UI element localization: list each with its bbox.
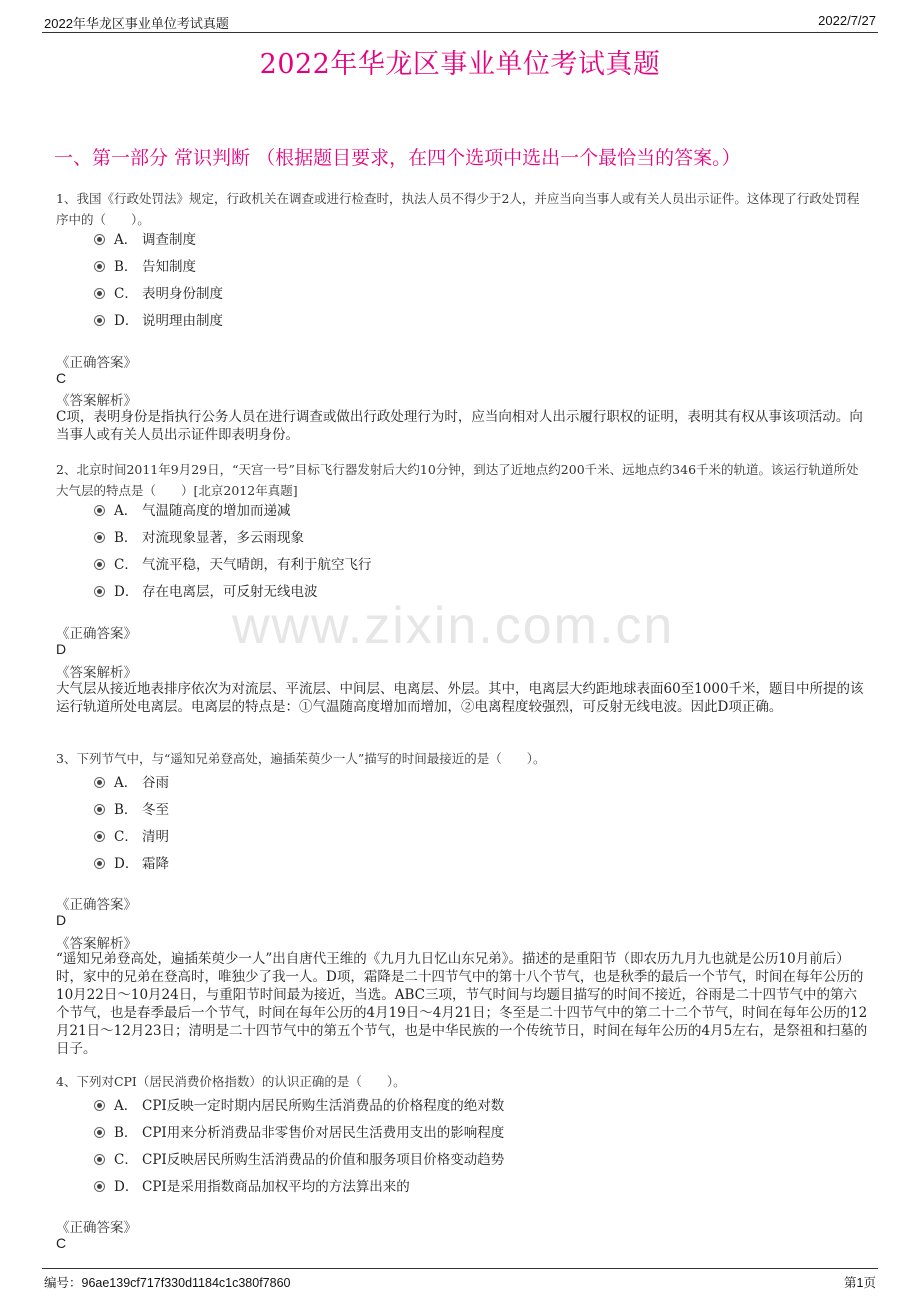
radio-icon[interactable]: [94, 858, 105, 869]
radio-icon[interactable]: [94, 234, 105, 245]
running-footer: [42, 1268, 878, 1291]
radio-icon[interactable]: [94, 261, 105, 272]
explanation-label: 《答案解析》: [56, 665, 137, 681]
radio-icon[interactable]: [94, 777, 105, 788]
answer-label: 《正确答案》: [56, 355, 137, 371]
page-title: 2022年华龙区事业单位考试真题: [259, 49, 661, 80]
answer-label: 《正确答案》: [56, 1220, 137, 1236]
question-2-explanation: 大气层从接近地表排序依次为对流层、平流层、中间层、电离层、外层。其中，电离层大约距地球表面60至1000千米，题目中所提的该运行轨道所处电离层。电离层的特点是：①气温随高度增加而增加，②电离程度较强烈，可反射无线电波。因此D项正确。: [56, 681, 864, 715]
question-3-answer: D: [56, 912, 67, 928]
header-doc-title: 2022年华龙区事业单位考试真题: [44, 16, 229, 31]
radio-icon[interactable]: [94, 532, 105, 543]
radio-icon[interactable]: [94, 831, 105, 842]
radio-icon[interactable]: [94, 315, 105, 326]
radio-icon[interactable]: [94, 1127, 105, 1138]
question-4-stem: 4、下列对CPI（居民消费价格指数）的认识正确的是（ ）。: [56, 1074, 406, 1089]
question-2-answer: D: [56, 641, 67, 657]
radio-icon[interactable]: [94, 288, 105, 299]
radio-icon[interactable]: [94, 586, 105, 597]
answer-label: 《正确答案》: [56, 897, 137, 913]
radio-icon[interactable]: [94, 1181, 105, 1192]
watermark: www.zixin.com.cn: [232, 597, 675, 655]
radio-icon[interactable]: [94, 1154, 105, 1165]
footer-page-number: 第1页: [844, 1276, 876, 1290]
radio-icon[interactable]: [94, 804, 105, 815]
footer-doc-id: 编号：96ae139cf717f330d1184c1c380f7860: [44, 1276, 291, 1290]
explanation-label: 《答案解析》: [56, 936, 137, 952]
question-3-explanation: “遥知兄弟登高处，遍插茱萸少一人”出自唐代王维的《九月九日忆山东兄弟》。描述的是重阳节（即农历九月九也就是公历10月前后）时，家中的兄弟在登高时，唯独少了我一人。D项，霜降是二十四节气中的第十八个节气，也是秋季的最后一个节气，时间在每年公历的10月22日～10月24日，与重阳节时间最为接近，当选。ABC三项，节气时间与均题目描写的时间不接近，谷雨是二十四节气中的第六个节气，也是春季最后一个节气，时间在每年公历的4月19日～4月21日；冬至是二十四节气中的第二十二个节气，时间在每年公历的12月21日～12月23日；清明是二十四节气中的第五个节气，也是中华民族的一个传统节日，时间在每年公历的4月5左右，是祭祖和扫墓的日子。: [56, 951, 868, 1057]
question-2-stem: 2、北京时间2011年9月29日，“天宫一号”目标飞行器发射后大约10分钟，到达了近地点约200千米、远地点约346千米的轨道。该运行轨道所处大气层的特点是（ ）[北京2012年真题]: [56, 462, 859, 498]
radio-icon[interactable]: [94, 559, 105, 570]
answer-label: 《正确答案》: [56, 626, 137, 642]
question-1-answer: C: [56, 370, 67, 386]
question-4-answer: C: [56, 1235, 67, 1251]
section-heading: 一、第一部分 常识判断 （根据题目要求，在四个选项中选出一个最恰当的答案。）: [54, 147, 741, 169]
question-1-explanation: C项，表明身份是指执行公务人员在进行调查或做出行政处理行为时，应当向相对人出示履行职权的证明，表明其有权从事该项活动。向当事人或有关人员出示证件即表明身份。: [56, 409, 863, 443]
question-3-stem: 3、下列节气中，与“遥知兄弟登高处，遍插茱萸少一人”描写的时间最接近的是（ ）。: [56, 751, 546, 766]
question-1-stem: 1、我国《行政处罚法》规定，行政机关在调查或进行检查时，执法人员不得少于2人，并应当向当事人或有关人员出示证件。这体现了行政处罚程序中的（ ）。: [56, 191, 860, 227]
radio-icon[interactable]: [94, 1100, 105, 1111]
explanation-label: 《答案解析》: [56, 393, 137, 409]
running-header: [42, 10, 878, 33]
radio-icon[interactable]: [94, 505, 105, 516]
header-date: 2022/7/27: [818, 13, 876, 28]
